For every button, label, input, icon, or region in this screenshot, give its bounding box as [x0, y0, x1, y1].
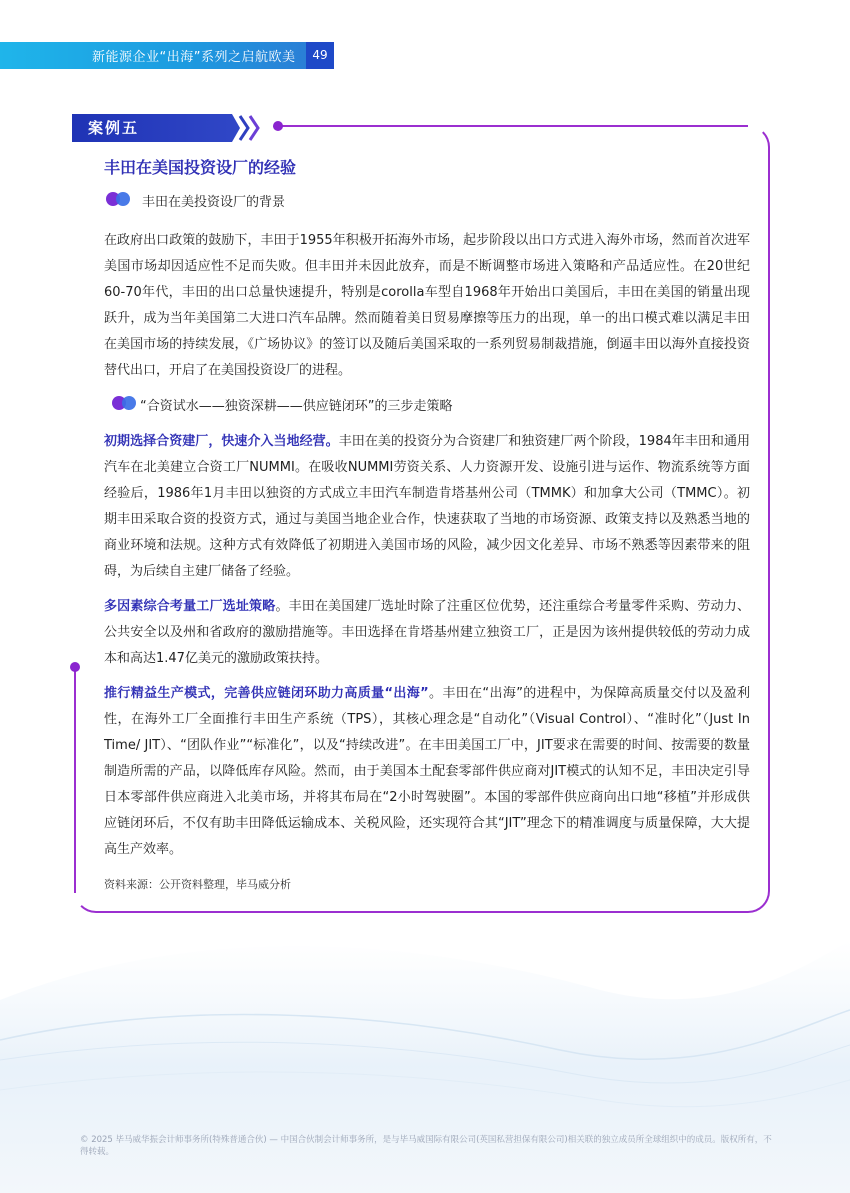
bullet-circles-icon [106, 191, 134, 207]
background-heading: 丰田在美投资设厂的背景 [142, 195, 286, 210]
step3-text: 。丰田在“出海”的进程中，为保障高质量交付以及盈利性，在海外工厂全面推行丰田生产系统（TPS），其核心理念是“自动化”（Visual Control）、“准时化”（Just In Time/ JIT）、“团队作业”“标准化”，以及“持续改进”。在丰田美国工厂中，JIT要求在需要的时间、按需要的数量制造所需的产品，以降低库存风险。然而，由于美国本土配套零部件供应商对JIT模式的认知不足，丰田决定引导日本零部件供应商进入北美市场，并将其布局在“2小时驾驶圈”。本国的零部件供应商向出口地“移植”并形成供应链闭环后，不仅有助丰田降低运输成本、关税风险，还实现符合其“JIT”理念下的精准调度与质量保障，大大提高生产效率。 [104, 686, 750, 857]
case-tab-label: 案例五 [88, 119, 140, 137]
step3-paragraph [104, 681, 750, 863]
page-number: 49 [306, 42, 334, 69]
header-title: 新能源企业“出海”系列之启航欧美 [92, 50, 296, 65]
frame-dot-top [273, 121, 283, 131]
source-note: 资料来源：公开资料整理，毕马威分析 [104, 878, 291, 891]
frame-top-line [278, 125, 748, 127]
step2-text: 。丰田在美国建厂选址时除了注重区位优势，还注重综合考量零件采购、劳动力、公共安全以及州和省政府的激励措施等。丰田选择在肯塔基州建立独资工厂，正是因为该州提供较低的劳动力成本和高达1.47亿美元的激励政策扶持。 [104, 599, 750, 666]
step2-paragraph [104, 594, 750, 672]
background-paragraph: 在政府出口政策的鼓励下，丰田于1955年积极开拓海外市场，起步阶段以出口方式进入海外市场，然而首次进军美国市场却因适应性不足而失败。但丰田并未因此放弃，而是不断调整市场进入策略和产品适应性。在20世纪60-70年代，丰田的出口总量快速提升，特别是corolla车型自1968年开始出口美国后，丰田在美国的销量出现跃升，成为当年美国第二大进口汽车品牌。然而随着美日贸易摩擦等压力的出现，单一的出口模式难以满足丰田在美国市场的持续发展，《广场协议》的签订以及随后美国采取的一系列贸易制裁措施，倒逼丰田以海外直接投资替代出口，开启了在美国投资设厂的进程。 [104, 233, 750, 378]
step2-lead: 多因素综合考量工厂选址策略 [104, 599, 276, 614]
step1-text: 丰田在美的投资分为合资建厂和独资建厂两个阶段，1984年丰田和通用汽车在北美建立合资工厂NUMMI。在吸收NUMMI劳资关系、人力资源开发、设施引进与运作、物流系统等方面经验后，1986年1月丰田以独资的方式成立丰田汽车制造肯塔基州公司（TMMK）和加拿大公司（TMMC）。初期丰田采取合资的投资方式，通过与美国当地企业合作，快速获取了当地的市场资源、政策支持以及熟悉当地的商业环境和法规。这种方式有效降低了初期进入美国市场的风险，减少因文化差异、市场不熟悉等因素带来的阻碍，为后续自主建厂储备了经验。 [104, 434, 750, 579]
bullet-circles-icon [112, 395, 140, 411]
copyright-footer: © 2025 毕马威华振会计师事务所(特殊普通合伙) — 中国合伙制会计师事务所，是与毕马威国际有限公司(英国私营担保有限公司)相关联的独立成员所全球组织中的成员。版权所有，不得转载。 [80, 1135, 772, 1157]
strategy-heading: “合资试水——独资深耕——供应链闭环”的三步走策略 [140, 399, 453, 414]
step3-lead: 推行精益生产模式，完善供应链闭环助力高质量“出海” [104, 686, 429, 701]
case-title: 丰田在美国投资设厂的经验 [104, 158, 297, 177]
step1-lead: 初期选择合资建厂，快速介入当地经营。 [104, 434, 339, 449]
frame-dot-left [70, 662, 80, 672]
frame-left-line [74, 667, 76, 893]
step1-paragraph [104, 429, 750, 585]
